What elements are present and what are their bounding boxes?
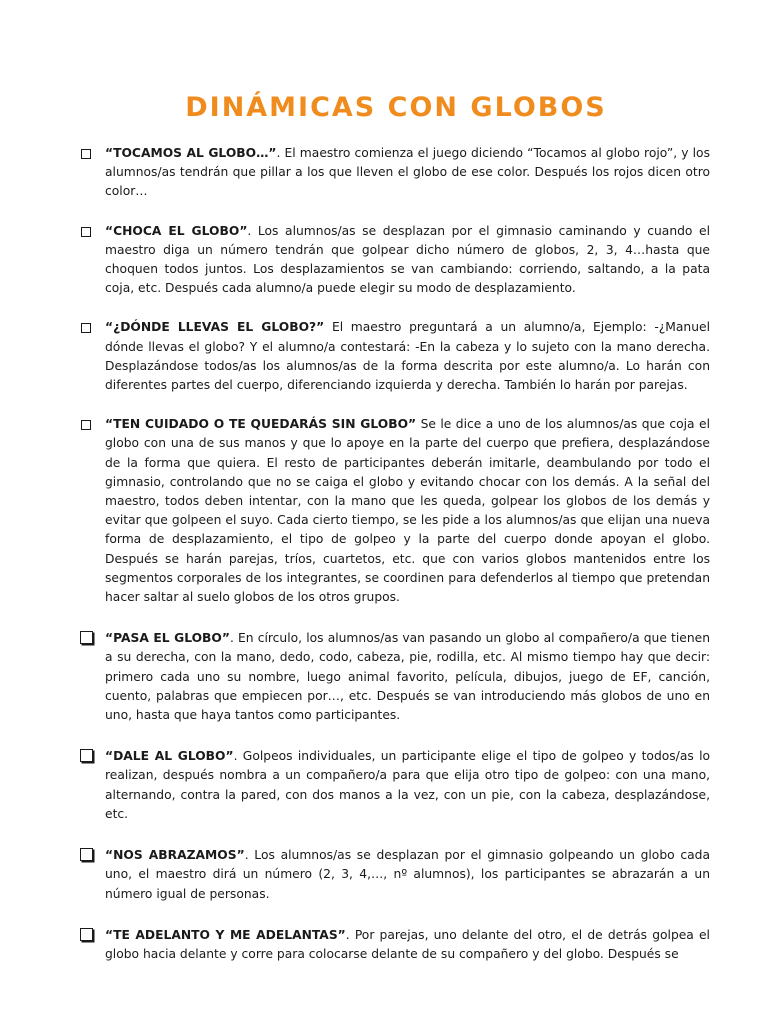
item-text: . Por parejas, uno delante del otro, el de detrás golpea el globo hacia delante y corre para colocarse delante de su compañero y del globo. Después se: [105, 927, 710, 961]
checkbox-icon: [80, 749, 93, 762]
list-item-pasa: [80, 629, 710, 725]
checkbox-icon: [80, 631, 93, 644]
list-item-tocamos: [80, 144, 710, 202]
item-title: “CHOCA EL GLOBO”: [105, 223, 248, 238]
checkbox-icon: [80, 928, 93, 941]
checkbox-icon: [81, 227, 91, 237]
item-title: “PASA EL GLOBO”: [105, 631, 230, 646]
item-title: “¿DÓNDE LLEVAS EL GLOBO?”: [105, 320, 325, 335]
list-item-choca: [80, 222, 710, 299]
item-text: . En círculo, los alumnos/as van pasando un globo al compañero/a que tienen a su derecha, con la mano, dedo, codo, cabeza, pie, rodilla, etc. Al mismo tiempo hay que decir: primero cada uno su nombre, luego animal favorito, película, dibujos, juego de EF, canción, cuento, palabras que empiecen por…, etc. Después se van introduciendo más globos de uno en uno, hasta que haya tantos como participantes.: [105, 631, 710, 723]
item-text: Se le dice a uno de los alumnos/as que coja el globo con una de sus manos y que lo apoye en la parte del cuerpo que prefiera, desplazándose de la forma que quiera. El resto de participantes deberán imitarle, deambulando por todo el gimnasio, controlando que no se caiga el globo y evitando chocar con los demás. A la señal del maestro, todos deben intentar, con la mano que les queda, golpear los globos de los demás y evitar que golpeen el suyo. Cada cierto tiempo, se les pide a los alumnos/as que elijan una nueva forma de desplazamiento, el tipo de golpeo y la parte del cuerpo donde apoyan el globo. Después se harán parejas, tríos, cuartetos, etc. que con varios globos mantenidos entre los segmentos corporales de los integrantes, se coordinen para defenderlos al tiempo que pretendan hacer saltar al suelo globos de los otros grupos.: [105, 417, 710, 605]
item-title: “TEN CUIDADO O TE QUEDARÁS SIN GLOBO”: [105, 417, 417, 432]
item-text: El maestro preguntará a un alumno/a, Ejemplo: -¿Manuel dónde llevas el globo? Y el alumno/a contestará: -En la cabeza y lo sujeto con la mano derecha. Desplazándose todos/as los alumnos/as de la forma descrita por este alumno/a. Lo harán con diferentes partes del cuerpo, diferenciando izquierda y derecha. También lo harán por parejas.: [105, 320, 710, 393]
checkbox-icon: [81, 323, 91, 333]
item-title: “NOS ABRAZAMOS”: [105, 848, 245, 863]
item-text: . Golpeos individuales, un participante elige el tipo de golpeo y todos/as lo realizan, después nombra a un compañero/a para que elija otro tipo de golpeo: con una mano, alternando, contra la pared, con dos manos a la vez, con un pie, con la cabeza, desplazándose, etc.: [105, 749, 711, 821]
list-item-donde: [80, 318, 710, 395]
checkbox-icon: [81, 149, 91, 159]
item-title: “TOCAMOS AL GLOBO…”: [105, 146, 277, 160]
item-text: . Los alumnos/as se desplazan por el gimnasio caminando y cuando el maestro diga un número tendrán que golpear dicho número de globos, 2, 3, 4…hasta que choquen todos juntos. Los desplazamientos se van cambiando: corriendo, saltando, a la pata coja, etc. Después cada alumno/a puede elegir su modo de desplazamiento.: [105, 223, 711, 296]
list-item-dale: [80, 747, 710, 824]
item-text: . Los alumnos/as se desplazan por el gimnasio golpeando un globo cada uno, el maestro dirá un número (2, 3, 4,…, nº alumnos), los participantes se abrazarán a un número igual de personas.: [105, 848, 710, 901]
item-text: . El maestro comienza el juego diciendo “Tocamos al globo rojo”, y los alumnos/as tendrán que pillar a los que lleven el globo de ese color. Después los rojos dicen otro color…: [105, 146, 710, 199]
item-title: “DALE AL GLOBO”: [105, 749, 234, 764]
checkbox-icon: [80, 848, 93, 861]
list-item-adelanto: [80, 926, 710, 964]
list-item-ten-cuidado: [80, 415, 710, 607]
page-title: DINÁMICAS CON GLOBOS: [185, 92, 607, 123]
list-item-abrazamos: [80, 846, 710, 904]
item-title: “TE ADELANTO Y ME ADELANTAS”: [105, 927, 346, 942]
checkbox-icon: [81, 420, 91, 430]
